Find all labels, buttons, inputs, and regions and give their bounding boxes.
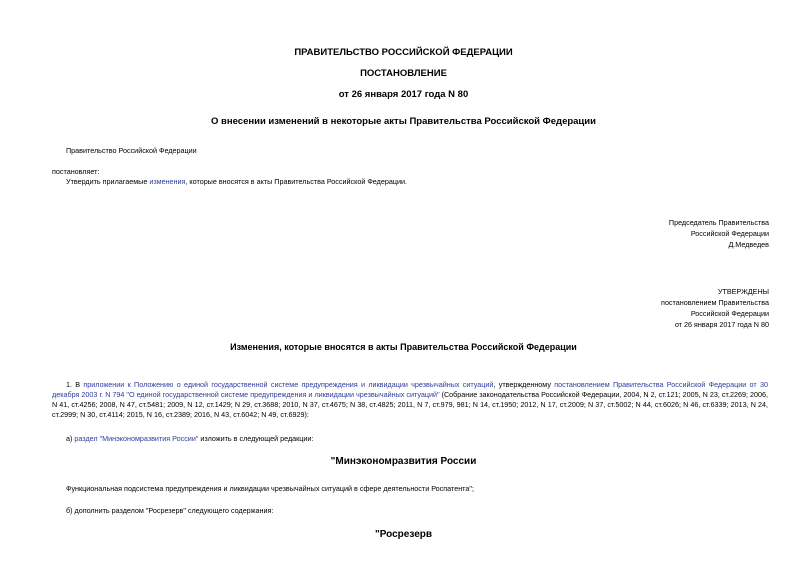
resolves-text: постановляет:: [52, 167, 100, 176]
signature-block: [669, 217, 769, 250]
approved-country: Российской Федерации: [690, 309, 769, 318]
section-rosrezerv-heading: "Росрезерв: [374, 529, 433, 540]
changes-link[interactable]: изменения: [149, 177, 186, 186]
section-minek-heading: "Минэкономразвития России: [330, 456, 477, 467]
document-date-number: от 26 января 2017 года N 80: [338, 89, 469, 100]
government-heading: ПРАВИТЕЛЬСТВО РОССИЙСКОЙ ФЕДЕРАЦИИ: [294, 47, 513, 58]
signature-country: Российской Федерации: [690, 229, 769, 238]
signature-name: Д.Медведев: [728, 240, 769, 249]
changes-title: Изменения, которые вносятся в акты Правительства Российской Федерации: [230, 342, 577, 352]
resolution-794-link[interactable]: постановлением Правительства Российской Федерации от 30 декабря 2003 г. N 794 "О единой государственной системе предупреждения и ликвидации чрезвычайных ситуаций": [52, 380, 768, 399]
intro-text: Правительство Российской Федерации: [66, 146, 197, 155]
approved-label: УТВЕРЖДЕНЫ: [717, 287, 769, 296]
paragraph-1: [52, 380, 768, 420]
subsystem-text: Функциональная подсистема предупреждения и ликвидации чрезвычайных ситуаций в сфере деятельности Роспатента";: [66, 484, 474, 493]
signature-position: Председатель Правительства: [668, 218, 769, 227]
item-a: [66, 434, 313, 443]
annex-link[interactable]: приложении к Положению о единой государственной системе предупреждения и ликвидации чрезвычайных ситуаций: [83, 380, 494, 389]
approve-paragraph: [66, 177, 407, 186]
item-a-prefix: а): [66, 434, 75, 443]
document-title: О внесении изменений в некоторые акты Правительства Российской Федерации: [211, 116, 596, 127]
p1-mid: , утвержденному: [493, 380, 555, 389]
document-type: ПОСТАНОВЛЕНИЕ: [360, 68, 447, 79]
approved-date: от 26 января 2017 года N 80: [674, 320, 769, 329]
p1-prefix: 1. В: [66, 380, 84, 389]
item-a-suffix: изложить в следующей редакции:: [198, 434, 314, 443]
approved-by: постановлением Правительства: [661, 298, 769, 307]
approve-prefix: Утвердить прилагаемые: [66, 177, 150, 186]
approved-block: [661, 286, 769, 330]
approve-suffix: , которые вносятся в акты Правительства Российской Федерации.: [185, 177, 407, 186]
section-minek-link[interactable]: раздел "Минэкономразвития России": [74, 434, 199, 443]
item-b: б) дополнить разделом "Росрезерв" следующего содержания:: [66, 506, 274, 515]
p1-suffix: (Собрание законодательства Российской Федерации, 2004, N 2, ст.121; 2005, N 23, ст.2269; 2006, N 41, ст.4256; 2008, N 47, ст.5481; 2009, N 12, ст.1429; N 29, ст.3688; 2010, N 37, ст.4675; N 38, ст.4825; 2011, N 7, ст.979, 981; N 14, ст.1950; 2012, N 17, ст.2009; N 37, ст.5002; N 44, ст.6026; N 46, ст.6339; 2013, N 24, ст.2999; N 30, ст.4114; 2015, N 16, ст.2389; 2016, N 43, ст.6042; N 49, ст.6929):: [52, 390, 768, 419]
